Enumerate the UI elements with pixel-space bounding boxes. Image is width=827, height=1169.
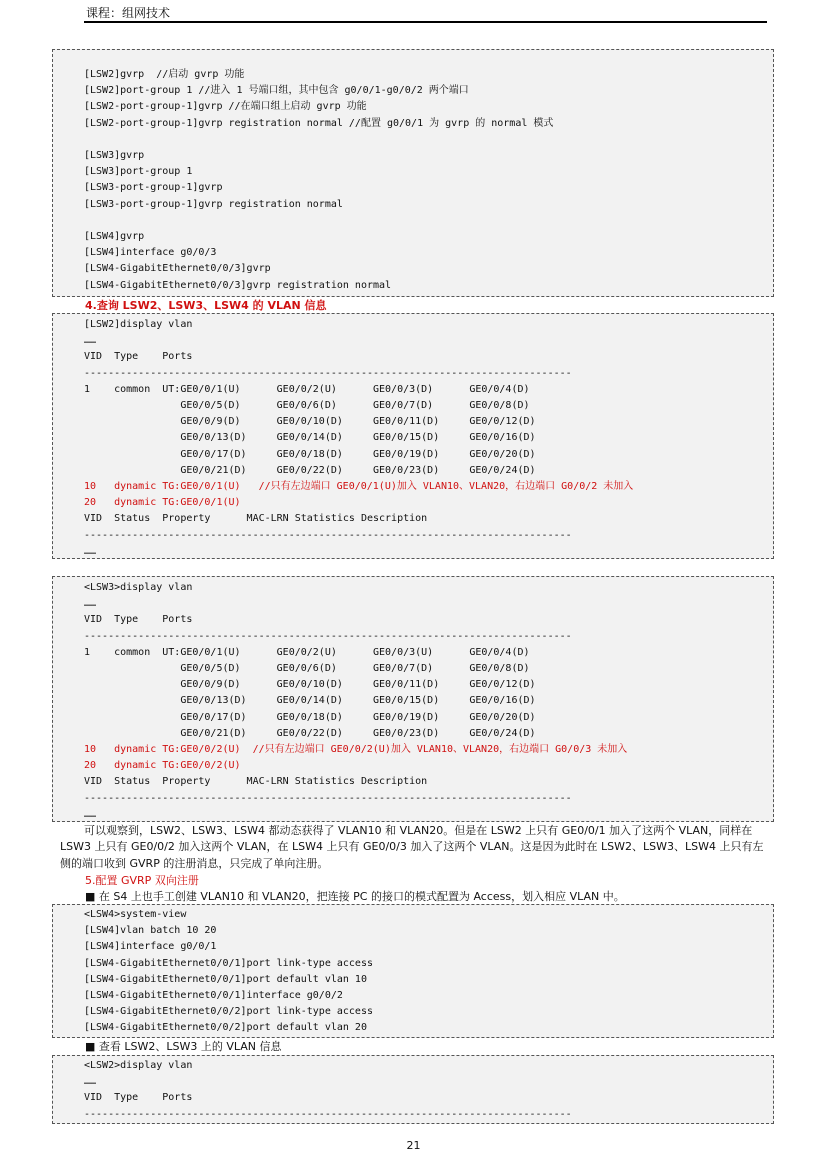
code-line: [LSW2]port-group 1 //进入 1 号端口组，其中包含 g0/0/1-g0/0/2 两个端口 <box>84 85 469 97</box>
code-line: [LSW4-GigabitEthernet0/0/3]gvrp <box>84 263 271 275</box>
code-lines-highlight <box>53 742 773 774</box>
code-lines-highlight <box>53 479 773 511</box>
code-lines-top <box>53 580 773 742</box>
code-line: --------------------------------------------------------------------------------- <box>84 1108 572 1120</box>
code-line: [LSW4]vlan batch 10 20 <box>84 925 217 937</box>
code-line <box>84 213 773 229</box>
code-line <box>84 132 773 148</box>
course-header: 课程：组网技术 <box>86 6 171 20</box>
code-line: 10 dynamic TG:GE0/0/1(U) //只有左边端口 GE0/0/1(U)加入 VLAN10、VLAN20，右边端口 G0/0/2 未加入 <box>84 481 634 493</box>
code-line: <LSW3>display vlan <box>84 582 193 593</box>
code-line: [LSW4]gvrp <box>84 231 145 243</box>
code-line: 10 dynamic TG:GE0/0/2(U) //只有左边端口 GE0/0/2(U)加入 VLAN10、VLAN20，右边端口 G0/0/3 未加入 <box>84 744 628 756</box>
code-lines-bottom <box>53 511 773 560</box>
code-lines-top <box>53 317 773 479</box>
code-line: GE0/0/21(D) GE0/0/22(D) GE0/0/23(D) GE0/0/24(D) <box>84 464 536 476</box>
code-line: [LSW3-port-group-1]gvrp registration normal <box>84 198 343 210</box>
code-line: GE0/0/9(D) GE0/0/10(D) GE0/0/11(D) GE0/0/12(D) <box>84 679 536 691</box>
code-line: <LSW4>system-view <box>84 909 187 920</box>
code-line: GE0/0/17(D) GE0/0/18(D) GE0/0/19(D) GE0/0/20(D) <box>84 448 536 460</box>
code-line: [LSW4-GigabitEthernet0/0/2]port default vlan 20 <box>84 1022 367 1034</box>
code-line: [LSW3-port-group-1]gvrp <box>84 182 223 194</box>
bullet-view-vlan: ■ 查看 LSW2、LSW3 上的 VLAN 信息 <box>85 1040 282 1053</box>
code-line: 20 dynamic TG:GE0/0/1(U) <box>84 497 241 509</box>
code-block-lsw4-config <box>52 904 774 1038</box>
code-line: [LSW4-GigabitEthernet0/0/1]port default vlan 10 <box>84 973 367 985</box>
code-line: [LSW4-GigabitEthernet0/0/1]port link-type access <box>84 957 373 969</box>
header-rule <box>84 21 767 23</box>
code-line: --------------------------------------------------------------------------------- <box>84 630 572 642</box>
observation-paragraph: 可以观察到，LSW2、LSW3、LSW4 都动态获得了 VLAN10 和 VLAN20。但是在 LSW2 上只有 GE0/0/1 加入了这两个 VLAN，同样在 LSW3 上只有 GE0/0/2 加入这两个 VLAN，在 LSW4 上只有 GE0/0/3 加入了这两个 VLAN。这是因为此时在 LSW2、LSW3、LSW4 上只有左侧的端口收到 GVRP 的注册消息，只完成了单向注册。 <box>60 824 764 870</box>
code-line: GE0/0/5(D) GE0/0/6(D) GE0/0/7(D) GE0/0/8(D) <box>84 663 530 675</box>
code-line: …… <box>84 808 97 820</box>
page-number: 21 <box>406 1139 421 1152</box>
code-block-lsw3-vlan <box>52 576 774 822</box>
code-line: GE0/0/13(D) GE0/0/14(D) GE0/0/15(D) GE0/0/16(D) <box>84 695 536 707</box>
code-line: [LSW4-GigabitEthernet0/0/3]gvrp registration normal <box>84 279 392 291</box>
section-heading-4: 4.查询 LSW2、LSW3、LSW4 的 VLAN 信息 <box>85 299 327 312</box>
code-line: [LSW2]gvrp //启动 gvrp 功能 <box>84 69 245 80</box>
code-line: [LSW4]interface g0/0/1 <box>84 941 217 953</box>
bullet-create-vlan: ■ 在 S4 上也手工创建 VLAN10 和 VLAN20，把连接 PC 的接口的模式配置为 Access，划入相应 VLAN 中。 <box>85 890 625 903</box>
code-line: VID Type Ports <box>84 351 193 363</box>
code-block-gvrp-config <box>52 49 774 297</box>
code-lines-bottom <box>53 774 773 823</box>
code-line: …… <box>84 598 97 610</box>
code-line: GE0/0/21(D) GE0/0/22(D) GE0/0/23(D) GE0/0/24(D) <box>84 727 536 739</box>
code-line: …… <box>84 335 97 347</box>
code-line: GE0/0/17(D) GE0/0/18(D) GE0/0/19(D) GE0/0/20(D) <box>84 711 536 723</box>
code-line: [LSW2]display vlan <box>84 319 193 330</box>
code-line: [LSW4-GigabitEthernet0/0/2]port link-type access <box>84 1006 373 1018</box>
section-heading-5: 5.配置 GVRP 双向注册 <box>85 874 199 887</box>
code-line: --------------------------------------------------------------------------------- <box>84 792 572 804</box>
code-lines <box>53 67 773 294</box>
code-line: 20 dynamic TG:GE0/0/2(U) <box>84 760 241 772</box>
code-lines <box>53 907 773 1037</box>
code-line: <LSW2>display vlan <box>84 1060 193 1071</box>
code-line: [LSW2-port-group-1]gvrp //在端口组上启动 gvrp 功能 <box>84 101 367 113</box>
code-line: VID Status Property MAC-LRN Statistics Description <box>84 513 428 525</box>
code-line: VID Type Ports <box>84 1092 193 1104</box>
code-line: VID Type Ports <box>84 614 193 626</box>
code-line: [LSW3]port-group 1 <box>84 166 193 178</box>
code-line: [LSW2-port-group-1]gvrp registration normal //配置 g0/0/1 为 gvrp 的 normal 模式 <box>84 117 554 129</box>
code-line: …… <box>84 1076 97 1088</box>
code-lines <box>53 1058 773 1123</box>
code-line: [LSW4-GigabitEthernet0/0/1]interface g0/0/2 <box>84 990 343 1002</box>
code-line: VID Status Property MAC-LRN Statistics Description <box>84 776 428 788</box>
code-line: …… <box>84 545 97 557</box>
code-block-lsw2-vlan <box>52 313 774 559</box>
code-line: --------------------------------------------------------------------------------- <box>84 367 572 379</box>
code-line: --------------------------------------------------------------------------------- <box>84 529 572 541</box>
code-line: GE0/0/13(D) GE0/0/14(D) GE0/0/15(D) GE0/0/16(D) <box>84 432 536 444</box>
code-line: 1 common UT:GE0/0/1(U) GE0/0/2(U) GE0/0/3(D) GE0/0/4(D) <box>84 383 530 395</box>
code-line: 1 common UT:GE0/0/1(U) GE0/0/2(U) GE0/0/3(U) GE0/0/4(D) <box>84 646 530 658</box>
code-block-lsw2-vlan-2 <box>52 1055 774 1124</box>
code-line: [LSW4]interface g0/0/3 <box>84 247 217 259</box>
code-line: [LSW3]gvrp <box>84 150 145 162</box>
code-line: GE0/0/5(D) GE0/0/6(D) GE0/0/7(D) GE0/0/8(D) <box>84 400 530 412</box>
code-line: GE0/0/9(D) GE0/0/10(D) GE0/0/11(D) GE0/0/12(D) <box>84 416 536 428</box>
